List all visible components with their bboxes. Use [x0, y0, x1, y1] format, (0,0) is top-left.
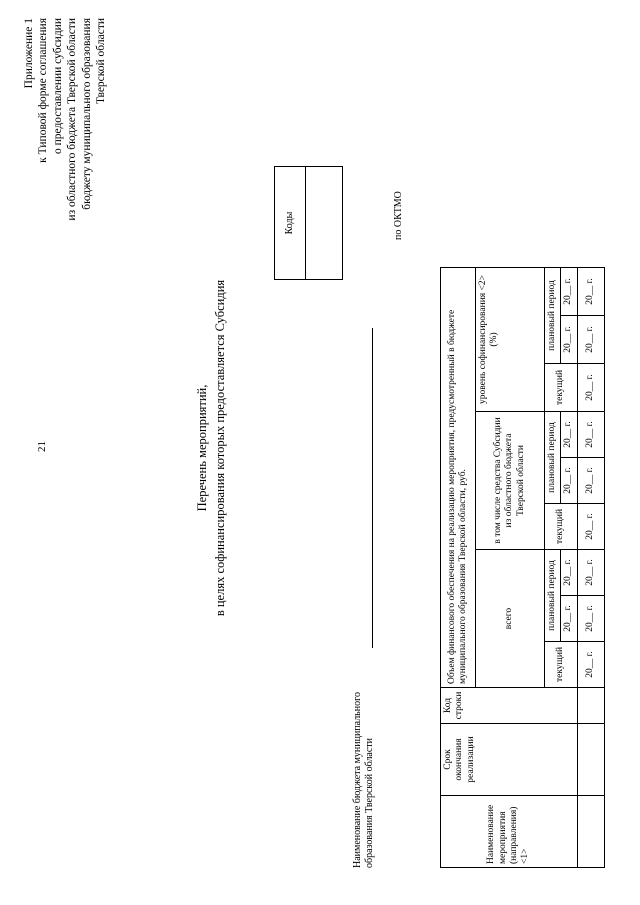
page-number: 21	[36, 441, 48, 452]
year-cell: 20__ г.	[577, 458, 604, 504]
events-table	[440, 267, 605, 868]
appendix-line: бюджету муниципального образования	[80, 18, 93, 210]
year-header: 20__ г.	[561, 316, 577, 364]
budget-name-label: Наименование бюджета муниципального образования Тверской области	[352, 692, 375, 868]
year-cell: 20__ г.	[577, 596, 604, 642]
col-code-header: Код строки	[441, 688, 578, 724]
codes-box	[274, 166, 343, 280]
year-header: 20__ г.	[561, 268, 577, 316]
year-cell: 20__ г.	[577, 504, 604, 550]
col-volume-header: Объем финансового обеспечения на реализацию мероприятия, предусмотренный в бюджете муниципального образования Тверской области, руб.	[441, 268, 476, 688]
year-header: 20__ г.	[561, 596, 577, 642]
year-cell: 20__ г.	[577, 642, 604, 688]
year-cell: 20__ г.	[577, 316, 604, 364]
appendix-line: о предоставлении субсидии	[51, 18, 64, 155]
year-cell: 20__ г.	[577, 550, 604, 596]
appendix-line: к Типовой форме соглашения	[37, 18, 50, 163]
title-line-2: в целях софинансирования которых предоставляется Субсидия	[212, 279, 227, 617]
oktmo-label: по ОКТМО	[393, 191, 404, 240]
header-row	[441, 268, 476, 868]
table-cell	[577, 724, 604, 796]
table-cell	[577, 688, 604, 724]
year-cell: 20__ г.	[577, 364, 604, 412]
title-line-1: Перечень мероприятий,	[195, 384, 209, 512]
year-cell: 20__ г.	[577, 412, 604, 458]
budget-name-underline	[372, 328, 373, 648]
table-row	[577, 268, 604, 868]
planned-header: плановый период	[545, 412, 561, 504]
year-header: 20__ г.	[561, 458, 577, 504]
codes-label: Коды	[275, 167, 306, 279]
col-level-header: уровень софинансирования <2> (%)	[476, 268, 545, 412]
current-header: текущий	[545, 642, 578, 688]
appendix-line: Тверской области	[94, 18, 107, 104]
col-total-header: всего	[476, 550, 545, 688]
appendix-line: Приложение 1	[23, 18, 35, 89]
current-header: текущий	[545, 504, 578, 550]
year-header: 20__ г.	[561, 412, 577, 458]
landscape-page	[12, 18, 640, 888]
year-cell: 20__ г.	[577, 268, 604, 316]
col-deadline-header: Срок окончания реализации	[441, 724, 578, 796]
appendix-header	[22, 18, 108, 273]
current-header: текущий	[545, 364, 578, 412]
year-header: 20__ г.	[561, 550, 577, 596]
document-title	[194, 238, 229, 658]
table-cell	[577, 796, 604, 868]
col-subsidy-header: в том числе средства Субсидии из областного бюджета Тверской области	[476, 412, 545, 550]
planned-header: плановый период	[545, 550, 561, 642]
col-name-header: Наименование мероприятия (направления) <1>	[441, 796, 578, 868]
planned-header: плановый период	[545, 268, 561, 364]
appendix-line: из областного бюджета Тверской области	[66, 18, 79, 221]
